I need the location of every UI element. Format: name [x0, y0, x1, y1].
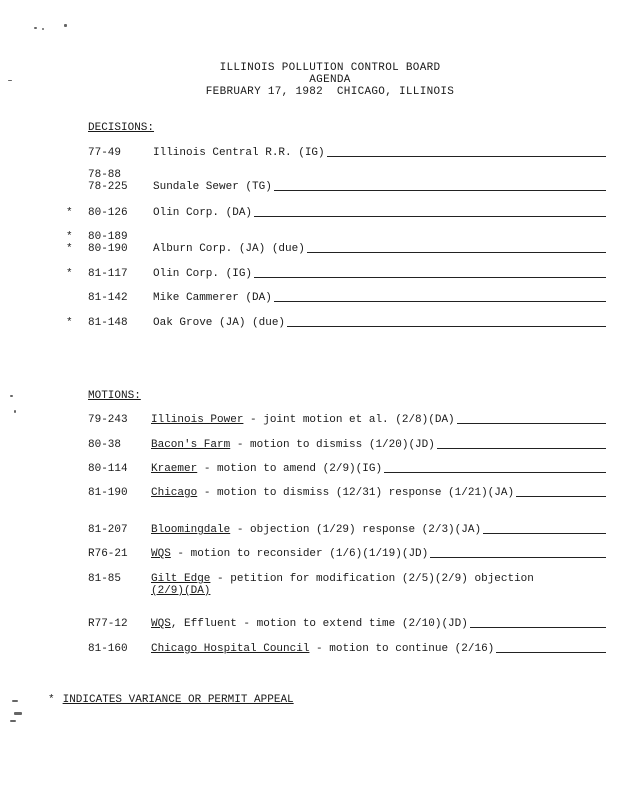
signature-rule	[516, 496, 606, 497]
docket-number: 80-38	[88, 439, 122, 451]
decision-description: Alburn Corp. (JA) (due)	[153, 243, 305, 255]
scan-speck	[8, 80, 12, 81]
signature-rule	[470, 627, 606, 628]
docket-number: 77-49	[88, 147, 122, 159]
motion-description: - joint motion et al. (2/8)(DA)	[243, 414, 455, 426]
motion-party: WQS	[151, 618, 171, 630]
decision-description: Olin Corp. (IG)	[153, 268, 253, 280]
decisions-title: DECISIONS:	[88, 122, 155, 134]
docket-number: R77-12	[88, 618, 128, 630]
motion-description: - motion to continue (2/16)	[309, 643, 495, 655]
scan-speck	[12, 700, 18, 702]
signature-rule	[437, 448, 606, 449]
agenda-header	[180, 62, 480, 98]
motion-description: - motion to dismiss (12/31) response (1/21)(JA)	[197, 487, 515, 499]
signature-rule	[430, 557, 606, 558]
motion-party: Chicago Hospital Council	[151, 643, 310, 655]
signature-rule	[307, 252, 606, 253]
decision-description: Illinois Central R.R. (IG)	[153, 147, 325, 159]
scan-speck	[14, 410, 16, 413]
decision-description: Oak Grove (JA) (due)	[153, 317, 286, 329]
signature-rule	[457, 423, 606, 424]
signature-rule	[384, 472, 606, 473]
motions-title: MOTIONS:	[88, 390, 141, 402]
docket-number: 81-207	[88, 524, 128, 536]
scan-speck	[64, 24, 67, 27]
variance-star: * *	[66, 231, 73, 255]
scan-speck	[14, 712, 22, 715]
scan-speck	[42, 28, 44, 30]
docket-number: 80-189 80-190	[88, 231, 128, 255]
signature-rule	[254, 277, 606, 278]
scan-speck	[10, 395, 13, 397]
variance-star: *	[66, 268, 73, 280]
header-subtitle: AGENDA	[309, 74, 351, 86]
motion-description-continued: (2/9)(DA)	[151, 585, 211, 597]
signature-rule	[327, 156, 606, 157]
motion-party: Bacon's Farm	[151, 439, 231, 451]
variance-star: *	[66, 317, 73, 329]
decision-description: Mike Cammerer (DA)	[153, 292, 272, 304]
signature-rule	[254, 216, 606, 217]
docket-number: 80-126	[88, 207, 128, 219]
motion-party: Chicago	[151, 487, 198, 499]
motion-party: Kraemer	[151, 463, 198, 475]
motion-party: WQS	[151, 548, 171, 560]
docket-number: 81-142	[88, 292, 128, 304]
footnote-star: *	[48, 694, 55, 706]
signature-rule	[274, 301, 606, 302]
signature-rule	[287, 326, 606, 327]
motion-description: , Effluent - motion to extend time (2/10)(JD)	[170, 618, 468, 630]
decision-description: Sundale Sewer (TG)	[153, 181, 272, 193]
scan-speck	[10, 720, 16, 722]
decision-description: Olin Corp. (DA)	[153, 207, 253, 219]
docket-number: 81-85	[88, 573, 122, 585]
motion-party: Bloomingdale	[151, 524, 231, 536]
motion-description: - motion to dismiss (1/20)(JD)	[230, 439, 435, 451]
motion-description: - objection (1/29) response (2/3)(JA)	[230, 524, 482, 536]
docket-number: 78-88 78-225	[88, 169, 128, 193]
motion-party: Illinois Power	[151, 414, 244, 426]
motion-description: - motion to amend (2/9)(IG)	[197, 463, 383, 475]
footnote	[48, 694, 294, 706]
signature-rule	[496, 652, 606, 653]
scan-speck	[34, 27, 37, 29]
motion-description: - petition for modification (2/5)(2/9) objection	[210, 573, 534, 585]
docket-number: 79-243	[88, 414, 128, 426]
header-date-location: FEBRUARY 17, 1982 CHICAGO, ILLINOIS	[205, 86, 455, 98]
docket-number: 81-148	[88, 317, 128, 329]
docket-number: R76-21	[88, 548, 128, 560]
header-title: ILLINOIS POLLUTION CONTROL BOARD	[219, 62, 441, 74]
docket-number: 81-190	[88, 487, 128, 499]
motion-description: - motion to reconsider (1/6)(1/19)(JD)	[170, 548, 429, 560]
docket-number: 80-114	[88, 463, 128, 475]
signature-rule	[274, 190, 606, 191]
footnote-text: INDICATES VARIANCE OR PERMIT APPEAL	[62, 694, 294, 706]
variance-star: *	[66, 207, 73, 219]
signature-rule	[483, 533, 606, 534]
docket-number: 81-117	[88, 268, 128, 280]
motion-party: Gilt Edge	[151, 573, 211, 585]
docket-number: 81-160	[88, 643, 128, 655]
